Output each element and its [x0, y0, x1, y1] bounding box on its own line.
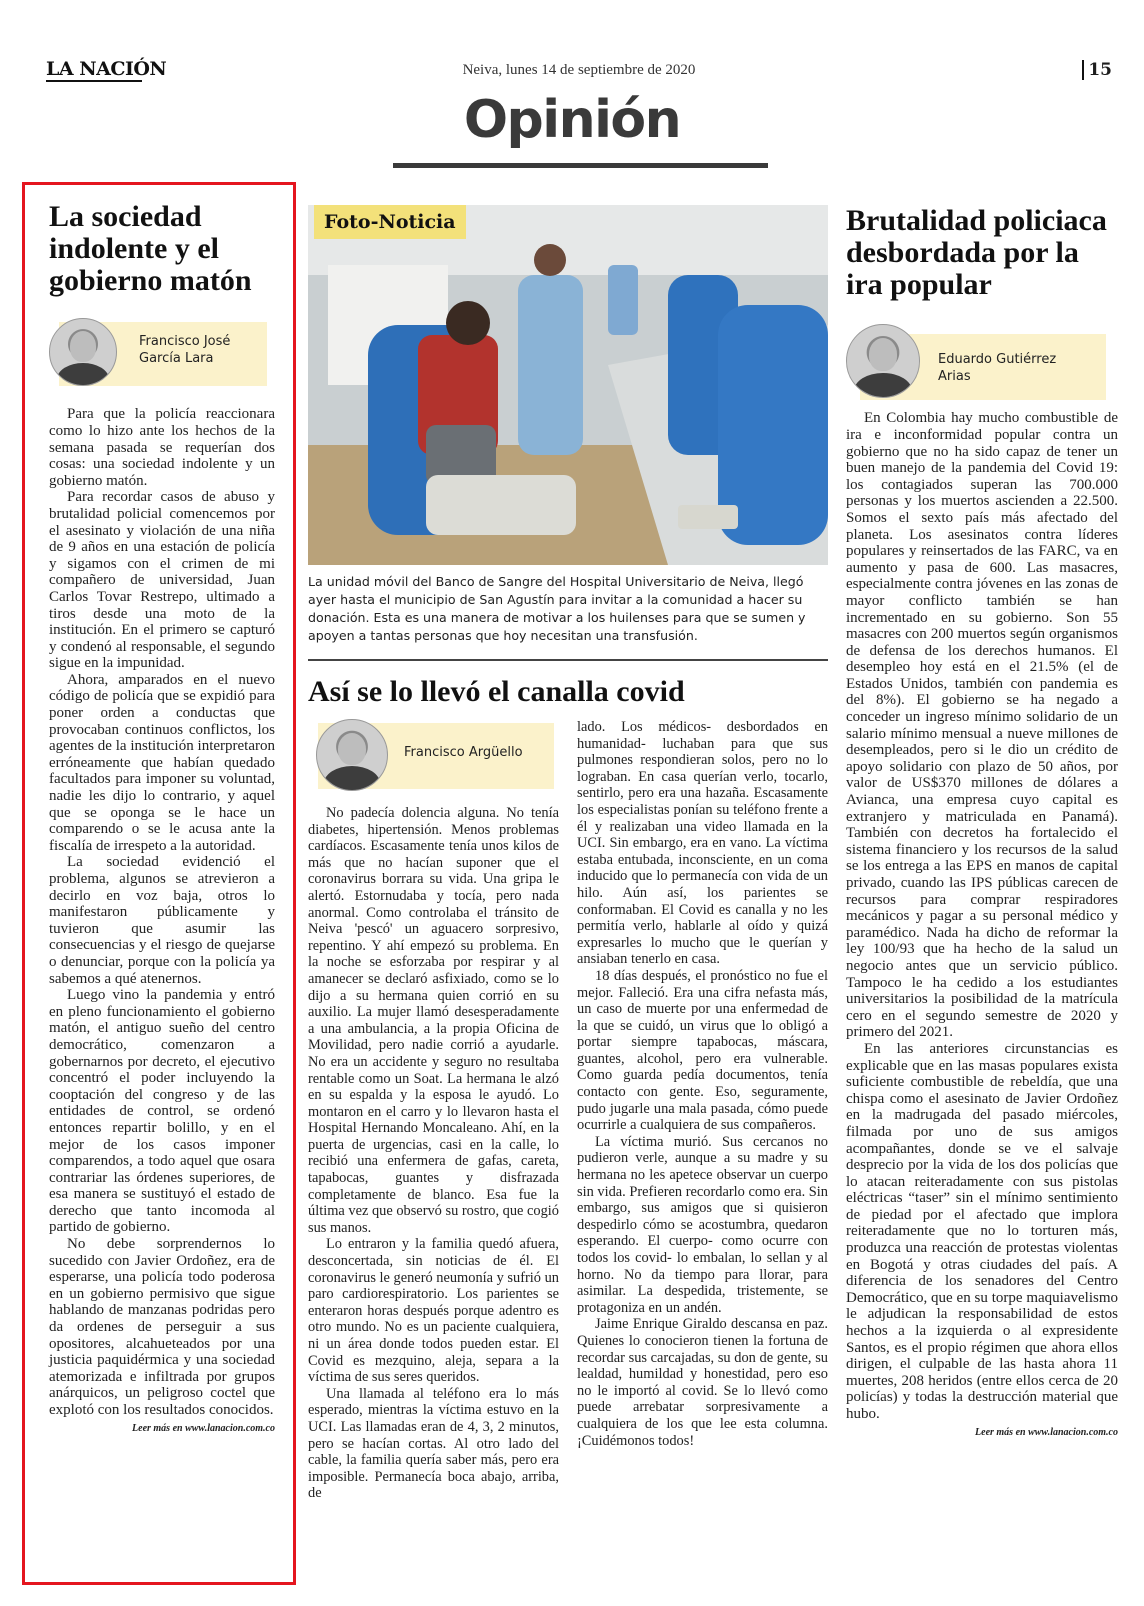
blood-donation-photo	[308, 205, 828, 565]
left-article-body	[49, 406, 275, 1418]
author-avatar	[316, 719, 388, 791]
section-rule	[393, 163, 768, 168]
photo-caption: La unidad móvil del Banco de Sangre del Hospital Universitario de Neiva, llegó ayer hasta el municipio de San Agustín para invitar a la comunidad a hacer su donación. Esta es una manera de motivar a los huilenses para que se sumen y apoyen a tantas personas que hoy necesitan una transfusión.	[308, 574, 806, 643]
right-article-author: Eduardo Gutiérrez Arias	[938, 352, 1057, 385]
middle-article-byline	[308, 719, 559, 805]
paragraph: No padecía dolencia alguna. No tenía diabetes, hipertensión. Menos problemas cardíacos. Escasamente tenía unos kilos de más que no hacían suponer que el coronavirus borrara su vida. Una gripa le alertó. Estornudaba y tocía, pero nada anormal. Como controlaba el tránsito de Neiva 'pescó' un aguacero sorpresivo, repentino. Y ahí empezó su problema. En la noche se esforzaba por respirar y al amanecer se declaró asfixiado, como se lo dijo a su hermana quien corrió en su auxilio. La mujer llamó desesperadamente a una ambulancia, a la propia Oficina de Movilidad, pero nadie corrió a ayudarle. No era un accidente y seguro no resultaba rentable como un Soat. La hermana le alzó en su espalda y la esposa le ayudó. Lo montaron en el carro y lo llevaron hasta el Hospital Hernando Moncaleano. Ahí, en la puerta de urgencias, casi en la calle, lo recibió una enfermera de gafas, careta, tapabocas, guantes y disfrazada completamente de blanco. Esa fue la última vez que observó su rostro, que cogió sus manos.	[308, 805, 559, 1236]
paragraph: La sociedad evidenció el problema, algunos se atrevieron a decirlo en voz baja, otros lo manifestaron públicamente y tuvieron que asumir las consecuencias y el riesgo de quejarse o denunciar, porque con la policía ya sabemos a qué atenernos.	[49, 854, 275, 987]
logo-underline	[46, 80, 142, 82]
paragraph: Jaime Enrique Giraldo descansa en paz. Quienes lo conocieron tienen la fortuna de recordar sus carcajadas, su don de gente, su lealdad, humildad y honestidad, pero eso no le importó al covid. Se lo llevó como puede arrebatar sorpresivamente a cualquiera de los que lee esta columna. ¡Cuidémonos todos!	[577, 1316, 828, 1449]
paragraph: Ahora, amparados en el nuevo código de policía que se expidió para poner orden a conductas que provocaban continuos conflictos, los agentes de la institución interpretaron erróneamente que habían quedado facultados para imponer su voluntad, nadie les dijo lo contrario, y aquel que se oponga se le hace un comparendo o se le acusa ante la fiscalía de irrespeto a la autoridad.	[49, 671, 275, 854]
paragraph: Una llamada al teléfono era lo más esperado, mientras la víctima estuvo en la UCI. Las llamadas eran de 4, 3, 2 minutos, pero se hacían cortas. Al otro lado del cable, la familia quería saber más, pero era imposible. Permanecía boca abajo, arriba, de	[308, 1385, 559, 1502]
middle-article-body-2	[577, 719, 828, 1449]
paragraph: Para que la policía reaccionara como lo hizo ante los hechos de la semana pasada se requerían dos cosas: una sociedad indolente y un gobierno matón.	[49, 406, 275, 489]
news-photo	[308, 205, 828, 565]
left-article-headline: La sociedad indolente y el gobierno matón	[49, 200, 252, 297]
middle-column	[308, 205, 828, 1502]
author-avatar	[49, 318, 117, 386]
paragraph: No debe sorprendernos lo sucedido con Javier Ordoñez, era de esperarse, una policía todo poderosa en un gobierno permisivo que sigue hablando de manzanas podridas pero da ordenes de perseguir a sus opositores, alcahueteados por una justicia paquidérmica y una sociedad atemorizada e infiltrada por grupos anárquicos, un peligroso coctel que explotó con los resultados conocidos.	[49, 1236, 275, 1419]
author-avatar	[846, 324, 920, 398]
masthead	[46, 58, 1112, 84]
middle-article-col1	[308, 719, 559, 1502]
read-more-link[interactable]: Leer más en www.lanacion.com.co	[132, 1422, 275, 1434]
middle-article-body-1	[308, 805, 559, 1502]
middle-article-col2	[577, 719, 828, 1502]
paragraph: En Colombia hay mucho combustible de ira e inconformidad popular contra un gobierno que no ha sido capaz de tener un buen manejo de la pandemia del Covid 19: los contagiados superan las 700.000 personas y los muertos ascienden a 22.500. Somos el sexto país más afectado del planeta. Los asesinatos contra líderes populares y reinsertados de las FARC, va en aumento y pasa de 600. Las masacres, especialmente contra jóvenes en las zonas de mayor conflicto también se han incrementado en su gobierno. Son 55 masacres con 200 muertos según organismos de defensa de los derechos humanos. El desempleo hoy está en el 21.5% (el de Estados Unidos, también con pandemia es del 8%). El gobierno se ha negado a conceder un ingreso mínimo solidario de un salario mínimo mensual a nueve millones de desempleados, pero si le dio un crédito de apoyo solidario con plazo de 50 años, por valor de US$370 millones de dólares a Avianca, una empresa cuyo capital es extranjero y matriculada en Panamá). También con decretos ha fortalecido el sistema financiero y los recursos de la salud se los entrega a las EPS en manos de capital privado, cuando las IPS públicas carecen de recursos para comprar respiradores mecánicos y pagar a su personal médico y paramédico. Nada ha dicho de reformar la ley 100/93 que ha hecho de la salud un negocio antes que un servicio público. Tampoco le ha cedido a los estudiantes universitarios la posibilidad de la matrícula cero en el segundo semestre de 2020 y primero del 2021.	[846, 410, 1118, 1041]
read-more-link[interactable]: Leer más en www.lanacion.com.co	[975, 1426, 1118, 1438]
paragraph: lado. Los médicos- desbordados en humanidad- luchaban para que sus pulmones respondieran solos, pero no lo lograban. En casa querían verlo, tocarlo, sentirlo, pero era una hazaña. Escasamente los especialistas ponían su teléfono frente a él y realizaban una video llamada en la UCI. Sin embargo, era en vano. La víctima estaba entubada, inconsciente, en un coma inducido que lo permanecía con vida de un hilo. Aún así, los parientes se conformaban. El Covid es canalla y no les permitía verlo, hablarle al oído y quizá expresarles lo mucho que le querían y ansiaban tenerlo en casa.	[577, 719, 828, 968]
middle-article-columns	[308, 719, 828, 1502]
paragraph: Luego vino la pandemia y entró en pleno funcionamiento el gobierno matón, el antiguo sueño del centro democrático, comenzaron a gobernarnos por decreto, el ejecutivo concentró el poder incluyendo la cooptación del congreso y de las entidades de control, se ordenó entonces repartir bolillo, y en el mejor de los casos imponer comparendos, a todo aquel que osara contrariar las órdenes superiores, de esa manera se sustituyó el estado de derecho que tanto incomoda al partido de gobierno.	[49, 987, 275, 1236]
paragraph: 18 días después, el pronóstico no fue el mejor. Falleció. Era una cifra nefasta más, un caso de muerte por una enfermedad de la que se cuidó, un virus que lo obligó a portar siempre tapabocas, máscara, guantes, alcohol, pero era vulnerable. Como guarda pedía documentos, tenía contacto con gente. Eso, seguramente, pudo jugarle una mala pasada, cómo puede ocurrirle a cualquiera de sus compañeros.	[577, 967, 828, 1134]
paragraph: En las anteriores circunstancias es explicable que en las masas populares exista suficiente combustible de rebeldía, que una chispa como el asesinato de Javier Ordoñez en la madrugada del pasado miércoles, filmada por uno de sus amigos acompañantes, donde se ve el salvaje desprecio por la vida de los dos policías que lo atacan reiteradamente con sus pistolas eléctricas “taser” sin el mínimo sentimiento de piedad por el afectado que implora reiteradamente que no lo torturen más, produzca una reacción de protestas violentas en Bogotá y otras ciudades del país. A diferencia de los senadores del Centro Democrático, que en su torpe maquiavelismo le adjudican la responsabilidad de estos hechos a la izquierda o al expresidente Santos, es el propio régimen que ahora ellos dirigen, el culpable de las hasta ahora 11 muertes, 208 heridos (entre ellos cerca de 20 policías) y todas la destrucción material que hubo.	[846, 1040, 1118, 1423]
left-article-author: Francisco José García Lara	[139, 334, 231, 367]
right-article-body	[846, 410, 1118, 1422]
middle-article-author: Francisco Argüello	[404, 745, 523, 760]
dateline: Neiva, lunes 14 de septiembre de 2020	[462, 62, 696, 78]
right-article-byline	[846, 324, 1118, 406]
section-title: Opinión	[463, 90, 681, 150]
newspaper-logo: LA NACIÓN	[46, 58, 167, 80]
photo-news-tag: Foto-Noticia	[314, 205, 466, 239]
right-article-headline: Brutalidad policiaca desbordada por la ira popular	[846, 204, 1107, 301]
page-number: 15	[1082, 60, 1112, 80]
section-divider	[308, 659, 828, 661]
paragraph: La víctima murió. Sus cercanos no pudieron verle, aunque a su madre y su hermana no les apetece observar un cuerpo sin vida. Prefieren recordarlo como era. Sin embargo, sus amigos que si quisieron despedirlo cómo se acostumbra, quedaron esperando. El cuerpo- como ocurre con todos los covid- lo embalan, lo sellan y al horno. No da tiempo para llorar, para asimilar. La despedida, tristemente, se protagoniza en un andén.	[577, 1133, 828, 1316]
left-article-byline	[49, 318, 275, 402]
middle-article-headline: Así se lo llevó el canalla covid	[308, 675, 685, 708]
paragraph: Para recordar casos de abuso y brutalidad policial comencemos por el asesinato y violación de una niña de 9 años en una estación de policía y sigamos con el crimen de mi compañero de universidad, Juan Carlos Tovar Restrepo, ultimado a tiros desde una moto de la institución. En el primero se capturó y condenó al responsable, el segundo sigue en la impunidad.	[49, 489, 275, 672]
right-article	[846, 205, 1118, 1438]
left-article	[22, 182, 296, 1585]
paragraph: Lo entraron y la familia quedó afuera, desconcertada, sin noticias de él. El coronavirus le generó neumonía y sufrió un paro cardiorespiratorio. Los parientes se enteraron horas después porque adentro es otro mundo. No es un paciente cualquiera, ni un área donde todos pueden estar. El Covid es mezquino, aleja, separa a la víctima de sus seres queridos.	[308, 1236, 559, 1386]
